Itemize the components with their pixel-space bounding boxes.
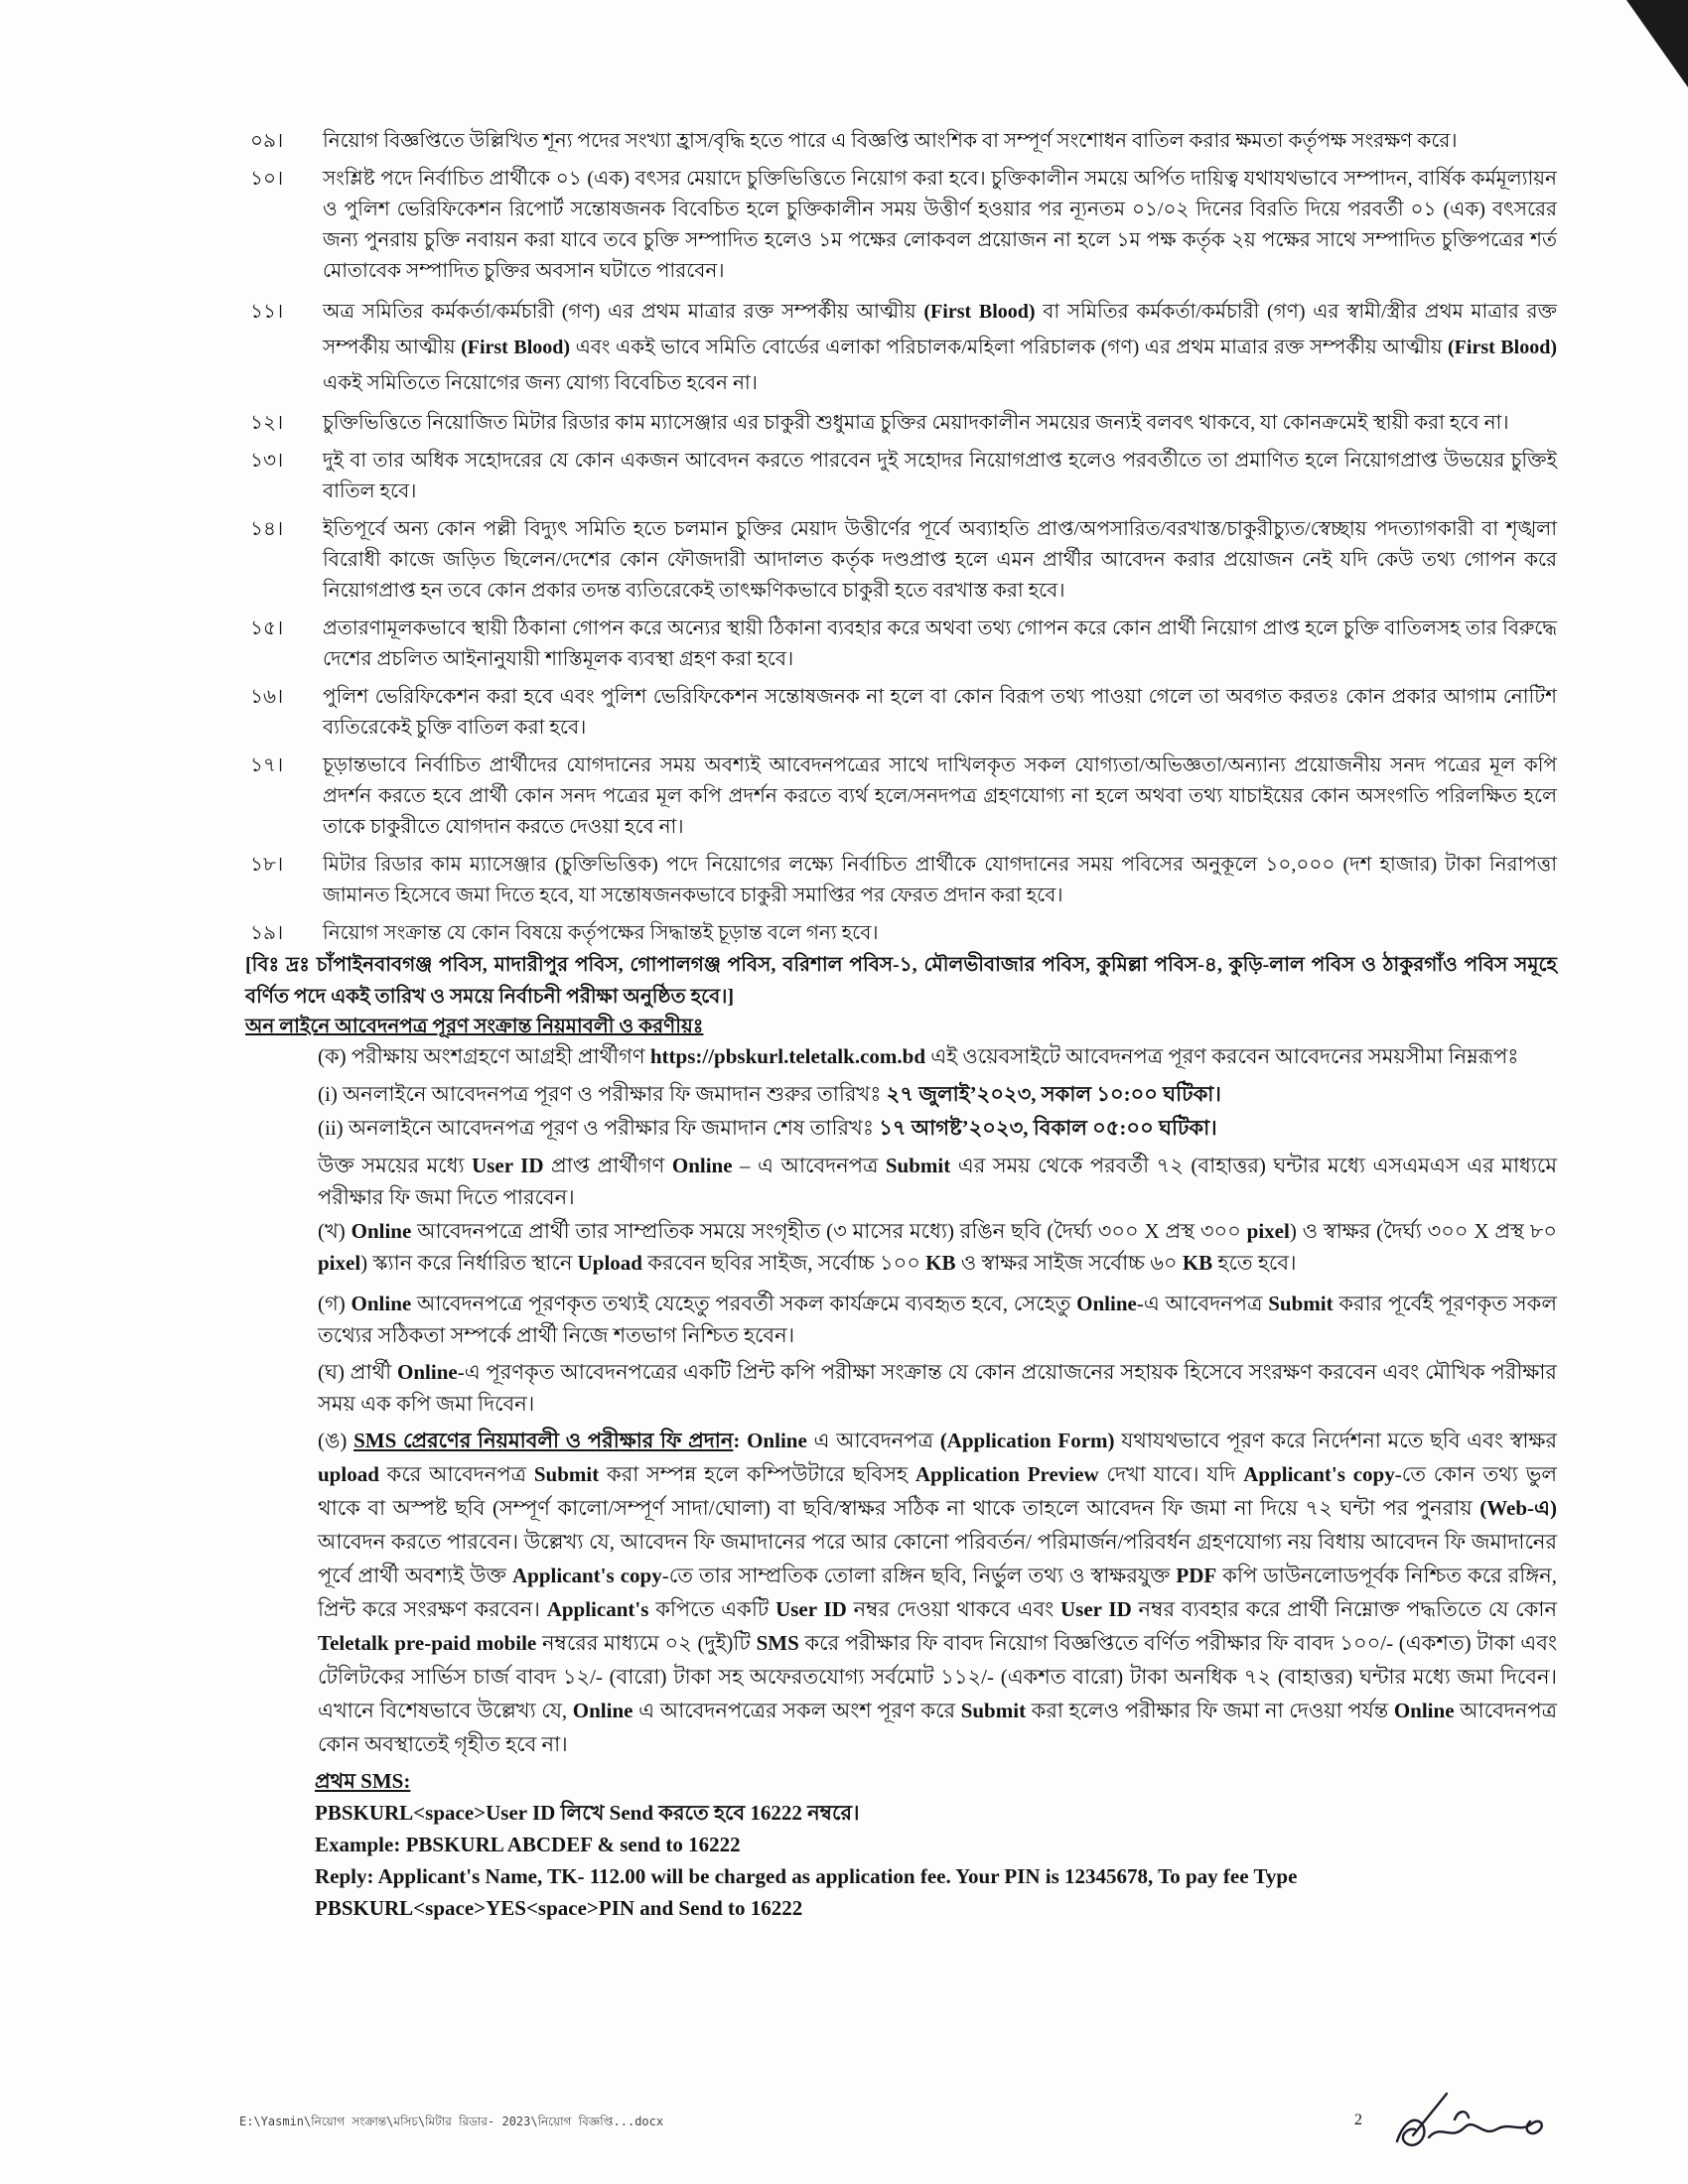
- text-run: (ঘ) প্রার্থী: [318, 1360, 398, 1384]
- online-instructions-heading: অন লাইনে আবেদনপত্র পূরণ সংক্রান্ত নিয়মাবলী ও করণীয়ঃ: [245, 1016, 704, 1037]
- item-text: [323, 751, 1557, 843]
- bold-text: ১৭ আগষ্ট’২০২৩, বিকাল ০৫:০০ ঘটিকা।: [879, 1116, 1217, 1140]
- bold-text: User ID: [775, 1597, 847, 1621]
- bold-text: Online: [351, 1292, 412, 1315]
- bold-text: Submit: [533, 1462, 600, 1486]
- item-number: ১৪।: [250, 518, 284, 540]
- condition-item: [250, 408, 1557, 439]
- item-text: [323, 514, 1557, 607]
- text-run: কপি ডাউনলোডপূর্বক নিশ্চিত করে রঙ্গিন, প্রিন্ট করে সংরক্ষণ করবেন।: [318, 1564, 1557, 1621]
- text-run: দুই বা তার অধিক সহোদরের যে কোন একজন আবেদন করতে পারবেন দুই সহোদর নিয়োগপ্রাপ্ত হলেও পরবর্তীতে তা প্রমাণিত হলে নিয়োগপ্রাপ্ত উভয়ের চুক্তিই বাতিল হবে।: [323, 450, 1557, 502]
- bold-text: Application Preview: [914, 1462, 1099, 1486]
- condition-item: [250, 850, 1557, 911]
- first-sms-section: [315, 1765, 1557, 1924]
- item-text: [323, 164, 1557, 287]
- condition-item: [250, 126, 1557, 157]
- text-run: আবেদন করতে পারবেন। উল্লেখ্য যে, আবেদন ফি জমাদানের পরে আর কোনো পরিবর্তন/ পরিমার্জন/পরিবর্ধন গ্রহণযোগ্য নয় বিধায় আবেদন ফি জমাদানের পূর্বে প্রার্থী অবশ্যই উক্ত: [318, 1530, 1557, 1587]
- bold-text: ২৭ জুলাই’২০২৩, সকাল ১০:০০ ঘটিকা।: [886, 1082, 1221, 1106]
- bold-text: Online: [351, 1219, 412, 1243]
- instruction-gha: [318, 1356, 1557, 1420]
- sms-example: Example: PBSKURL ABCDEF & send to 16222: [315, 1833, 741, 1856]
- text-run: চূড়ান্তভাবে নির্বাচিত প্রার্থীদের যোগদানের সময় অবশ্যই আবেদনপত্রের সাথে দাখিলকৃত সকল যোগ্যতা/অভিজ্ঞতা/অন্যান্য প্রয়োজনীয় সনদ পত্রের মূল কপি প্রদর্শন করতে হবে প্রার্থী কোন সনদ পত্রের মূল কপি প্রদর্শন করতে ব্যর্থ হলে/সনদপত্র গ্রহণযোগ্য না হলে অথবা তথ্য যাচাইয়ের কোন অসংগতি পরিলক্ষিত হলে তাকে চাকুরীতে যোগদান করতে দেওয়া হবে না।: [323, 754, 1557, 838]
- text-run: হতে হবে।: [1212, 1251, 1297, 1275]
- conditions-list: [245, 126, 1557, 949]
- text-run: প্রাপ্ত প্রার্থীগণ: [543, 1154, 672, 1177]
- text-run: নিয়োগ বিজ্ঞপ্তিতে উল্লিখিত শূন্য পদের সংখ্যা হ্রাস/বৃদ্ধি হতে পারে এ বিজ্ঞপ্তি আংশিক বা সম্পূর্ণ সংশোধন বাতিল করার ক্ষমতা কর্তৃপক্ষ সংরক্ষণ করে।: [323, 130, 1458, 152]
- document-body: [245, 126, 1557, 1924]
- scan-corner-shadow: [1626, 0, 1688, 87]
- text-run: অত্র সমিতির কর্মকর্তা/কর্মচারী (গণ) এর প্রথম মাত্রার রক্ত সম্পর্কীয় আত্মীয়: [323, 301, 924, 323]
- item-text: [323, 294, 1557, 401]
- bold-text: (Application Form): [939, 1429, 1115, 1452]
- bold-text: upload: [318, 1462, 379, 1486]
- bold-text: Applicant's copy: [1243, 1462, 1395, 1486]
- bold-text: (First Blood): [923, 301, 1036, 323]
- handwritten-signature: [1385, 2080, 1554, 2159]
- text-run: ও স্বাক্ষর সাইজ সর্বোচ্চ ৬০: [955, 1251, 1183, 1275]
- bold-text: Online: [397, 1360, 458, 1384]
- text-run: এর সময় থেকে পরবর্তী ৭২ (বাহাত্তর) ঘন্টার মধ্যে এসএমএস এর মাধ্যমে পরীক্ষার ফি জমা দিতে পারবেন।: [318, 1154, 1557, 1209]
- item-number: ০৯।: [250, 130, 284, 152]
- application-start-date: [318, 1078, 1557, 1110]
- instruction-nga: [318, 1424, 1557, 1761]
- bold-text: PDF: [1176, 1564, 1217, 1587]
- text-run: করা সম্পন্ন হলে কম্পিউটারে ছবিসহ: [599, 1462, 915, 1486]
- text-run: আবেদনপত্রে প্রার্থী তার সাম্প্রতিক সময়ে সংগৃহীত (৩ মাসের মধ্যে) রঙিন ছবি (দৈর্ঘ্য ৩০০ X প্রস্থ ৩০০: [411, 1219, 1247, 1243]
- text-run: করবেন ছবির সাইজ, সর্বোচ্চ ১০০: [641, 1251, 926, 1275]
- bold-text: User ID: [1060, 1597, 1132, 1621]
- text-run: একই সমিতিতে নিয়োগের জন্য যোগ্য বিবেচিত হবেন না।: [323, 372, 758, 394]
- text-run: আবেদনপত্রে পূরণকৃত তথ্যই যেহেতু পরবর্তী সকল কার্যক্রমে ব্যবহৃত হবে, সেহেতু: [411, 1292, 1077, 1315]
- condition-item: [250, 164, 1557, 287]
- item-text: [323, 850, 1557, 911]
- item-text: [323, 408, 1557, 439]
- bold-text: Online: [572, 1699, 633, 1722]
- text-run: বা সমিতির কর্মকর্তা/কর্মচারী (গণ) এর স্বামী/স্ত্রীর প্রথম মাত্রার রক্ত সম্পর্কীয় আত্মীয়: [323, 301, 1557, 358]
- item-number: ১১।: [250, 301, 284, 323]
- item-number: ১৫।: [250, 617, 284, 639]
- text-run: (ঙ): [318, 1429, 354, 1452]
- signature-stroke: [1429, 2121, 1542, 2137]
- item-text: [323, 682, 1557, 744]
- text-run: ) ও স্বাক্ষর (দৈর্ঘ্য ৩০০ X প্রস্থ ৮০: [1289, 1219, 1557, 1243]
- condition-item: [250, 614, 1557, 675]
- item-text: [323, 614, 1557, 675]
- bold-text: KB: [925, 1251, 956, 1275]
- item-text: [323, 918, 1557, 949]
- bold-text: pixel: [1246, 1219, 1290, 1243]
- text-run: করা হলেও পরীক্ষার ফি জমা না দেওয়া পর্যন্ত: [1026, 1699, 1394, 1722]
- fee-payment-window: [318, 1150, 1557, 1213]
- instruction-ga: [318, 1288, 1557, 1351]
- text-run: (ii) অনলাইনে আবেদনপত্র পূরণ ও পরীক্ষার ফি জমাদান শেষ তারিখঃ: [318, 1116, 880, 1140]
- item-number: ১৭।: [250, 754, 284, 776]
- sms-format: PBSKURL<space>User ID লিখে Send করতে হবে 16222 নম্বরে।: [315, 1801, 860, 1825]
- bold-text: Submit: [885, 1154, 951, 1177]
- text-run: নম্বর দেওয়া থাকবে এবং: [846, 1597, 1060, 1621]
- text-run: এবং একই ভাবে সমিতি বোর্ডের এলাকা পরিচালক/মহিলা পরিচালক (গণ) এর প্রথম মাত্রার রক্ত সম্পর্কীয় আত্মীয়: [570, 337, 1449, 358]
- text-run: কপিতে একটি: [648, 1597, 776, 1621]
- text-run: করে আবেদনপত্র: [378, 1462, 534, 1486]
- underlined-bold-text: SMS প্রেরণের নিয়মাবলী ও পরীক্ষার ফি প্রদান: [353, 1429, 734, 1452]
- text-run: সংশ্লিষ্ট পদে নির্বাচিত প্রার্থীকে ০১ (এক) বৎসর মেয়াদে চুক্তিভিত্তিতে নিয়োগ করা হবে। চুক্তিকালীন সময়ে অর্পিত দায়িত্ব যথাযথভাবে সম্পাদন, বার্ষিক কর্মমূল্যায়ন ও পুলিশ ভেরিফিকেশন রিপোর্ট সন্তোষজনক বিবেচিত হলে চুক্তিকালীন সময় উত্তীর্ণ হওয়ার পর ন্যূনতম ০১/০২ দিনের বিরতি দিয়ে পরবর্তী ০১ (এক) বৎসরের জন্য পুনরায় চুক্তি নবায়ন করা যাবে তবে চুক্তি সম্পাদিত হলেও ১ম পক্ষের লোকবল প্রয়োজন না হলে ১ম পক্ষ কর্তৃক ২য় পক্ষের সাথে সম্পাদিত চুক্তিপত্রের শর্ত মোতাবেক সম্পাদিত চুক্তির অবসান ঘটাতে পারবেন।: [323, 168, 1557, 282]
- text-run: (খ): [318, 1219, 352, 1243]
- bold-text: Online: [671, 1154, 733, 1177]
- text-run: প্রতারণামূলকভাবে স্থায়ী ঠিকানা গোপন করে অন্যের স্থায়ী ঠিকানা ব্যবহার করে অথবা তথ্য গোপন করে কোন প্রার্থী নিয়োগ প্রাপ্ত হলে চুক্তি বাতিলসহ তার বিরুদ্ধে দেশের প্রচলিত আইনানুযায়ী শাস্তিমূলক ব্যবস্থা গ্রহণ করা হবে।: [323, 617, 1557, 670]
- condition-item: [250, 751, 1557, 843]
- instruction-ka: [318, 1040, 1557, 1072]
- bold-text: Submit: [960, 1699, 1027, 1722]
- text-run: চুক্তিভিত্তিতে নিয়োজিত মিটার রিডার কাম ম্যাসেঞ্জার এর চাকুরী শুধুমাত্র চুক্তির মেয়াদকালীন সময়ের জন্যই বলবৎ থাকবে, যা কোনক্রমেই স্থায়ী করা হবে না।: [323, 412, 1509, 434]
- text-run: -এ আবেদনপত্র: [1136, 1292, 1269, 1315]
- text-run: নম্বরের মাধ্যমে ০২ (দুই)টি: [536, 1631, 757, 1655]
- item-text: [323, 126, 1557, 157]
- text-run: নম্বর ব্যবহার করে প্রার্থী নিম্নোক্ত পদ্ধতিতে যে কোন: [1131, 1597, 1557, 1621]
- bold-text: SMS: [756, 1631, 799, 1655]
- condition-item: [250, 514, 1557, 607]
- bold-text: Upload: [577, 1251, 642, 1275]
- application-end-date: [318, 1112, 1557, 1144]
- text-run: যথাযথভাবে পূরণ করে নির্দেশনা মতে ছবি এবং স্বাক্ষর: [1114, 1429, 1558, 1452]
- bold-text: https://pbskurl.teletalk.com.bd: [649, 1044, 925, 1068]
- text-run: -তে কোন তথ্য ভুল থাকে বা অস্পষ্ট ছবি (সম্পূর্ণ কালো/সম্পূর্ণ সাদা/ঘোলা) বা ছবি/স্বাক্ষর সঠিক না থাকে তাহলে আবেদন ফি জমা না দিয়ে ৭২ ঘন্টা পর পুনরায়: [318, 1462, 1557, 1520]
- bold-text: Applicant's: [546, 1597, 649, 1621]
- signature-stroke: [1397, 2120, 1424, 2145]
- text-run: উক্ত সময়ের মধ্যে: [318, 1154, 473, 1177]
- footer-file-path: E:\Yasmin\নিয়োগ সংক্রান্ত\মসিচ\মিটার রিডার- 2023\নিয়োগ বিজ্ঞপ্তি...docx: [239, 2115, 664, 2128]
- text-run: ) স্ক্যান করে নির্ধারিত স্থানে: [360, 1251, 578, 1275]
- text-run: নিয়োগ সংক্রান্ত যে কোন বিষয়ে কর্তৃপক্ষের সিদ্ধান্তই চূড়ান্ত বলে গন্য হবে।: [323, 922, 879, 944]
- text-run: এ আবেদনপত্র: [806, 1429, 940, 1452]
- item-number: ১৮।: [250, 854, 284, 876]
- text-run: ইতিপূর্বে অন্য কোন পল্লী বিদ্যুৎ সমিতি হতে চলমান চুক্তির মেয়াদ উত্তীর্ণের পূর্বে অব্যাহতি প্রাপ্ত/অপসারিত/বরখাস্ত/চাকুরীচ্যুত/স্বেচ্ছায় পদত্যাগকারী বা শৃঙ্খলা বিরোধী কাজে জড়িত ছিলেন/দেশের কোন ফৌজদারী আদালত কর্তৃক দণ্ডপ্রাপ্ত হলে এমন প্রার্থীর আবেদন করার প্রয়োজন নেই যদি কেউ তথ্য গোপন করে নিয়োগপ্রাপ্ত হন তবে কোন প্রকার তদন্ত ব্যতিরেকেই তাৎক্ষণিকভাবে চাকুরী হতে বরখাস্ত করা হবে।: [323, 518, 1557, 602]
- scan-corner-shape: [1626, 0, 1688, 87]
- condition-item: [250, 294, 1557, 401]
- bold-text: (First Blood): [1448, 337, 1557, 358]
- bold-text: Teletalk pre-paid mobile: [318, 1631, 537, 1655]
- first-sms-heading: প্রথম SMS:: [315, 1769, 411, 1793]
- condition-item: [250, 446, 1557, 507]
- item-number: ১৬।: [250, 686, 284, 708]
- bold-text: Online: [1393, 1699, 1455, 1722]
- bold-text: Applicant's copy: [511, 1564, 662, 1587]
- condition-item: [250, 918, 1557, 949]
- text-run: এই ওয়েবসাইটে আবেদনপত্র পূরণ করবেন আবেদনের সময়সীমা নিম্নরূপঃ: [925, 1044, 1519, 1068]
- condition-item: [250, 682, 1557, 744]
- bold-text: (Web-এ): [1479, 1496, 1557, 1520]
- online-instructions: [318, 1040, 1557, 1761]
- bold-text: : Online: [733, 1429, 807, 1452]
- item-text: [323, 446, 1557, 507]
- page-number: 2: [1354, 2112, 1362, 2128]
- text-run: পুলিশ ভেরিফিকেশন করা হবে এবং পুলিশ ভেরিফিকেশন সন্তোষজনক না হলে বা কোন বিরূপ তথ্য পাওয়া গেলে তা অবগত করতঃ কোন প্রকার আগাম নোটিশ ব্যতিরেকেই চুক্তি বাতিল করা হবে।: [323, 686, 1557, 739]
- text-run: আবেদনপত্র কোন অবস্থাতেই গৃহীত হবে না।: [318, 1699, 1558, 1756]
- signature-stroke: [1455, 2112, 1469, 2119]
- bold-text: Online: [1076, 1292, 1137, 1315]
- exam-note: [বিঃ দ্রঃ চাঁপাইনবাবগঞ্জ পবিস, মাদারীপুর পবিস, গোপালগঞ্জ পবিস, বরিশাল পবিস-১, মৌলভীবাজার পবিস, কুমিল্লা পবিস-৪, কুড়ি-লাল পবিস ও ঠাকুরগাঁও পবিস সমূহে বর্ণিত পদে একই তারিখ ও সময়ে নির্বাচনী পরীক্ষা অনুষ্ঠিত হবে।]: [245, 954, 1557, 1008]
- text-run: -এ পূরণকৃত আবেদনপত্রের একটি প্রিন্ট কপি পরীক্ষা সংক্রান্ত যে কোন প্রয়োজনের সহায়ক হিসেবে সংরক্ষণ করবেন এবং মৌখিক পরীক্ষার সময় এক কপি জমা দিবেন।: [318, 1360, 1557, 1416]
- text-run: (i) অনলাইনে আবেদনপত্র পূরণ ও পরীক্ষার ফি জমাদান শুরুর তারিখঃ: [318, 1082, 887, 1106]
- text-run: করার পূর্বেই পূরণকৃত সকল তথ্যের সঠিকতা সম্পর্কে প্রার্থী নিজে শতভাগ নিশ্চিত হবেন।: [318, 1292, 1558, 1347]
- text-run: এ আবেদনপত্রের সকল অংশ পূরণ করে: [633, 1699, 961, 1722]
- bold-text: KB: [1182, 1251, 1213, 1275]
- item-number: ১০।: [250, 168, 284, 190]
- text-run: দেখা যাবে। যদি: [1098, 1462, 1244, 1486]
- text-run: -তে তার সাম্প্রতিক তোলা রঙ্গিন ছবি, নির্ভুল তথ্য ও স্বাক্ষরযুক্ত: [661, 1564, 1177, 1587]
- text-run: – এ আবেদনপত্র: [732, 1154, 886, 1177]
- signature-stroke: [1413, 2094, 1447, 2135]
- sms-reply: Reply: Applicant's Name, TK- 112.00 will be charged as application fee. Your PIN is 12345678, To pay fee Type PBSKURL<space>YES<space>PIN and Send to 16222: [315, 1864, 1298, 1920]
- text-run: মিটার রিডার কাম ম্যাসেঞ্জার (চুক্তিভিত্তিক) পদে নিয়োগের লক্ষ্যে নির্বাচিত প্রার্থীকে যোগদানের সময় পবিসের অনুকূলে ১০,০০০ (দশ হাজার) টাকা নিরাপত্তা জামানত হিসেবে জমা দিতে হবে, যা সন্তোষজনকভাবে চাকুরী সমাপ্তির পর ফেরত প্রদান করা হবে।: [323, 854, 1557, 906]
- bold-text: Submit: [1268, 1292, 1334, 1315]
- bold-text: pixel: [318, 1251, 361, 1275]
- instruction-kha: [318, 1215, 1557, 1279]
- text-run: করে পরীক্ষার ফি বাবদ নিয়োগ বিজ্ঞপ্তিতে বর্ণিত পরীক্ষার ফি বাবদ ১০০/- (একশত) টাকা এবং টেলিটকের সার্ভিস চার্জ বাবদ ১২/- (বারো) টাকা সহ অফেরতযোগ্য সর্বমোট ১১২/- (একশত বারো) টাকা অনধিক ৭২ (বাহাত্তর) ঘন্টার মধ্যে জমা দিবেন। এখানে বিশেষভাবে উল্লেখ্য যে,: [318, 1631, 1558, 1722]
- bold-text: (First Blood): [461, 337, 571, 358]
- item-number: ১২।: [250, 412, 284, 434]
- bold-text: User ID: [472, 1154, 544, 1177]
- item-number: ১৯।: [250, 922, 284, 944]
- item-number: ১৩।: [250, 450, 284, 472]
- text-run: (ক) পরীক্ষায় অংশগ্রহণে আগ্রহী প্রার্থীগণ: [318, 1044, 650, 1068]
- text-run: (গ): [318, 1292, 352, 1315]
